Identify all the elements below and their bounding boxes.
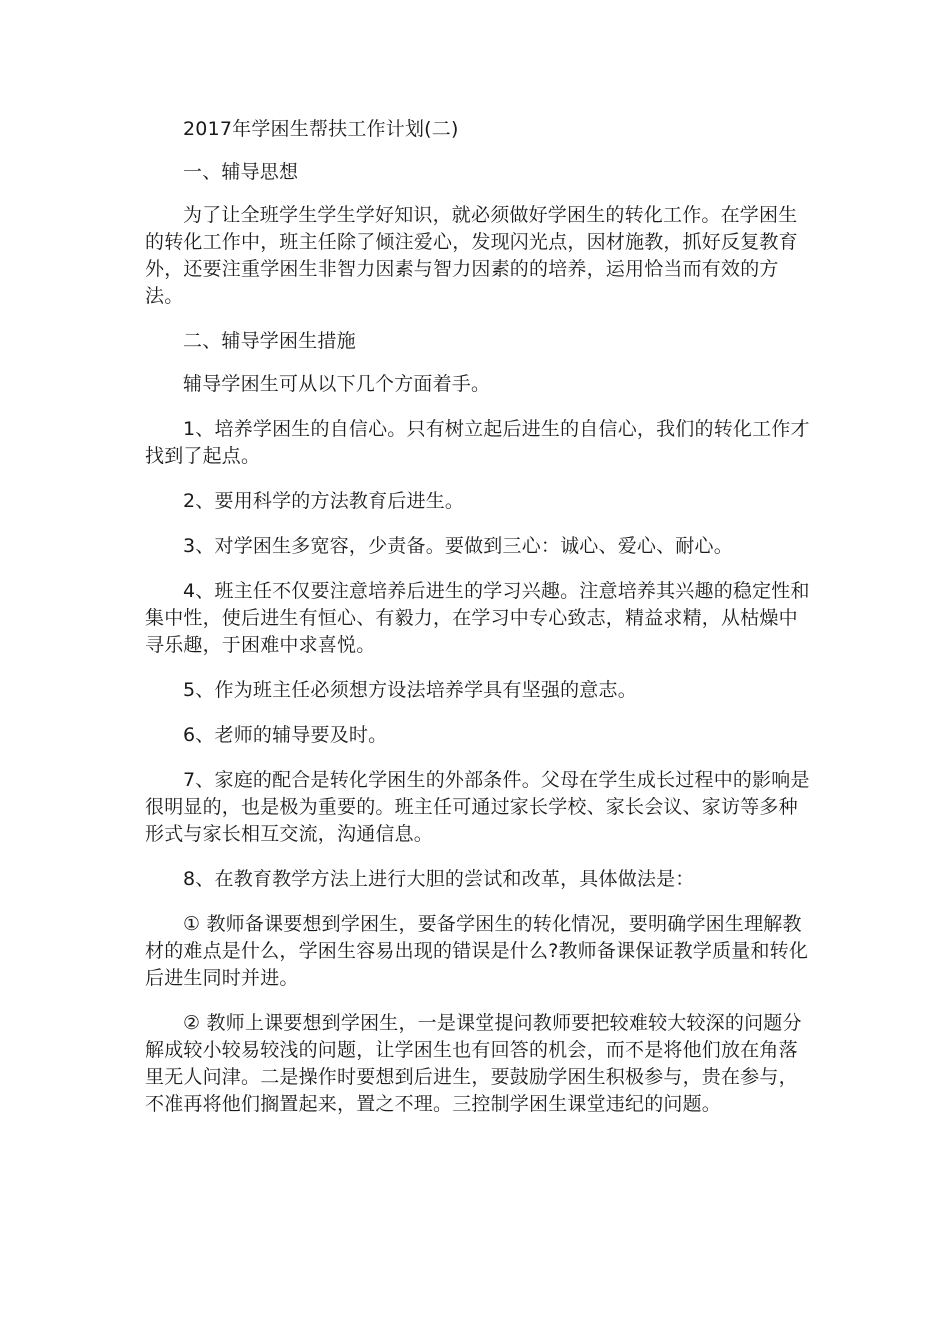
list-item: 4、班主任不仅要注意培养后进生的学习兴趣。注意培养其兴趣的稳定性和集中性，使后进生有恒心、有毅力，在学习中专心致志，精益求精，从枯燥中寻乐趣，于困难中求喜悦。 (145, 580, 810, 656)
list-item: 5、作为班主任必须想方设法培养学具有坚强的意志。 (183, 679, 637, 701)
list-item: 3、对学困生多宽容，少责备。要做到三心：诚心、爱心、耐心。 (183, 535, 733, 557)
document-title: 2017年学困生帮扶工作计划(二) (183, 118, 459, 140)
sub-list-item: ① 教师备课要想到学困生，要备学困生的转化情况，要明确学困生理解教材的难点是什么，学困生容易出现的错误是什么?教师备课保证教学质量和转化后进生同时并进。 (145, 913, 809, 989)
list-item: 2、要用科学的方法教育后进生。 (183, 490, 465, 512)
section2-heading: 二、辅导学困生措施 (183, 330, 356, 352)
list-item: 7、家庭的配合是转化学困生的外部条件。父母在学生成长过程中的影响是很明显的，也是极为重要的。班主任可通过家长学校、家长会议、家访等多种形式与家长相互交流，沟通信息。 (145, 769, 810, 845)
section1-body: 为了让全班学生学生学好知识，就必须做好学困生的转化工作。在学困生的转化工作中，班主任除了倾注爱心，发现闪光点，因材施教，抓好反复教育外，还要注重学困生非智力因素与智力因素的的培养，运用恰当而有效的方法。 (145, 204, 798, 307)
section1-heading: 一、辅导思想 (183, 161, 299, 183)
document-body (145, 116, 813, 1136)
list-item: 8、在教育教学方法上进行大胆的尝试和改革，具体做法是： (183, 868, 695, 890)
list-item: 6、老师的辅导要及时。 (183, 724, 388, 746)
sub-list-item: ② 教师上课要想到学困生，一是课堂提问教师要把较难较大较深的问题分解成较小较易较浅的问题，让学困生也有回答的机会，而不是将他们放在角落里无人问津。二是操作时要想到后进生，要鼓励学困生积极参与，贵在参与，不准再将他们搁置起来，置之不理。三控制学困生课堂违纪的问题。 (145, 1012, 802, 1115)
section2-intro: 辅导学困生可从以下几个方面着手。 (183, 373, 491, 395)
list-item: 1、培养学困生的自信心。只有树立起后进生的自信心，我们的转化工作才找到了起点。 (145, 418, 810, 467)
